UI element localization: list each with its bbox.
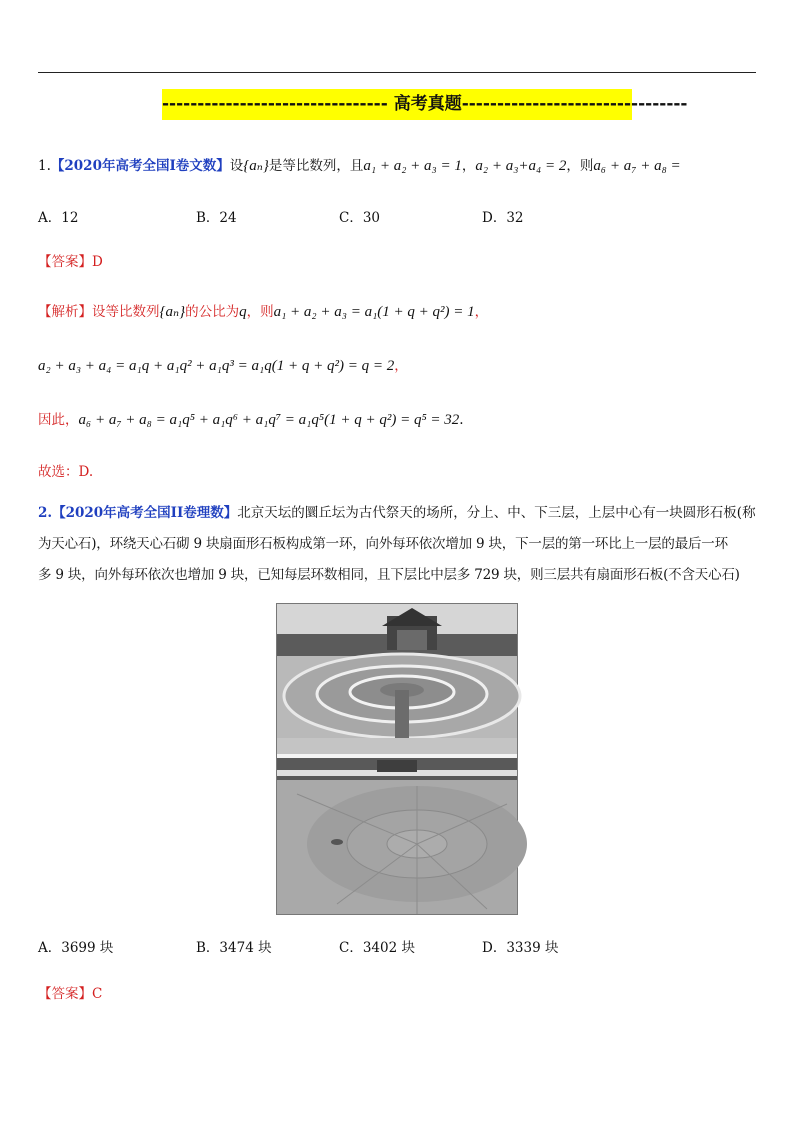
q2-option-c: C．3402 块 — [339, 940, 415, 956]
q1-conclusion — [38, 408, 464, 429]
q1-stem-prefix: 设 — [229, 158, 244, 174]
q1-equation-2-line — [38, 354, 408, 375]
q2-line-1 — [38, 498, 758, 529]
q1-option-b: B．24 — [196, 210, 237, 226]
section-banner: -------------------------------- 高考真题-------------------------------- — [162, 89, 632, 120]
q1-condition-1: a₁ + a₂ + a₃ = 1 — [363, 158, 462, 174]
q1-analysis-then: ，则 — [246, 304, 274, 320]
q1-equation-1-tail: ， — [474, 304, 489, 320]
q1-equation-1: a₁ + a₂ + a₃ = a₁(1 + q + q²) = 1 — [273, 304, 475, 320]
q1-conclusion-label: 因此， — [38, 412, 79, 428]
q1-number: 1. — [38, 158, 51, 174]
q1-choose: 故选：D. — [38, 464, 94, 480]
q2-option-d: D．3339 块 — [482, 940, 559, 956]
q1-equation-3: a₆ + a₇ + a₈ = a₁q⁵ + a₁q⁶ + a₁q⁷ = a₁q⁵(1 + q + q²) = q⁵ = 32 — [78, 412, 460, 428]
q2-option-b: B．3474 块 — [196, 940, 272, 956]
q1-stem — [38, 154, 681, 175]
q2-option-a: A．3699 块 — [38, 940, 114, 956]
q2-text-1: 北京天坛的圜丘坛为古代祭天的场所，分上、中、下三层，上层中心有一块圆形石板(称 — [237, 505, 756, 521]
q2-number: 2. — [38, 505, 53, 521]
q1-separator: ， — [461, 158, 476, 174]
q1-equation-2-tail: ， — [394, 358, 408, 374]
q1-analysis-q: q — [239, 304, 247, 320]
q1-option-d: D．32 — [482, 210, 524, 226]
header-rule — [38, 72, 756, 73]
q1-option-a: A．12 — [38, 210, 79, 226]
q1-analysis-label: 【解析】设等比数列 — [38, 304, 160, 320]
q1-equation-2: a₂ + a₃ + a₄ = a₁q + a₁q² + a₁q³ = a₁q(1 + q + q²) = q = 2 — [38, 358, 395, 374]
q2-stem — [38, 498, 758, 591]
q2-source: 【2020年高考全国II卷理数】 — [52, 505, 238, 521]
q2-line-2: 为天心石)，环绕天心石砌 9 块扇面形石板构成第一环，向外每环依次增加 9 块，下一层的第一环比上一层的最后一环 — [38, 536, 728, 552]
q1-analysis — [38, 300, 488, 321]
q2-line-3: 多 9 块，向外每环依次也增加 9 块，已知每层环数相同，且下层比中层多 729 块，则三层共有扇面形石板(不含天心石) — [38, 567, 740, 583]
q1-analysis-seq: {aₙ} — [159, 304, 186, 320]
q2-answer: 【答案】C — [38, 986, 103, 1002]
q1-option-c: C．30 — [339, 210, 381, 226]
q1-stem-mid: 是等比数列，且 — [268, 158, 364, 174]
q1-source: 【2020年高考全国Ⅰ卷文数】 — [50, 158, 230, 174]
q1-sequence: {aₙ} — [243, 158, 269, 174]
q1-analysis-mid: 的公比为 — [185, 304, 240, 320]
q1-stem-then: ，则 — [566, 158, 594, 174]
q1-equation-3-tail: . — [459, 412, 464, 428]
q1-question-expr: a₆ + a₇ + a₈ = — [593, 158, 681, 174]
q1-condition-2: a₂ + a₃+a₄ = 2 — [475, 158, 567, 174]
temple-of-heaven-photo — [276, 603, 518, 915]
q1-answer: 【答案】D — [38, 254, 103, 270]
